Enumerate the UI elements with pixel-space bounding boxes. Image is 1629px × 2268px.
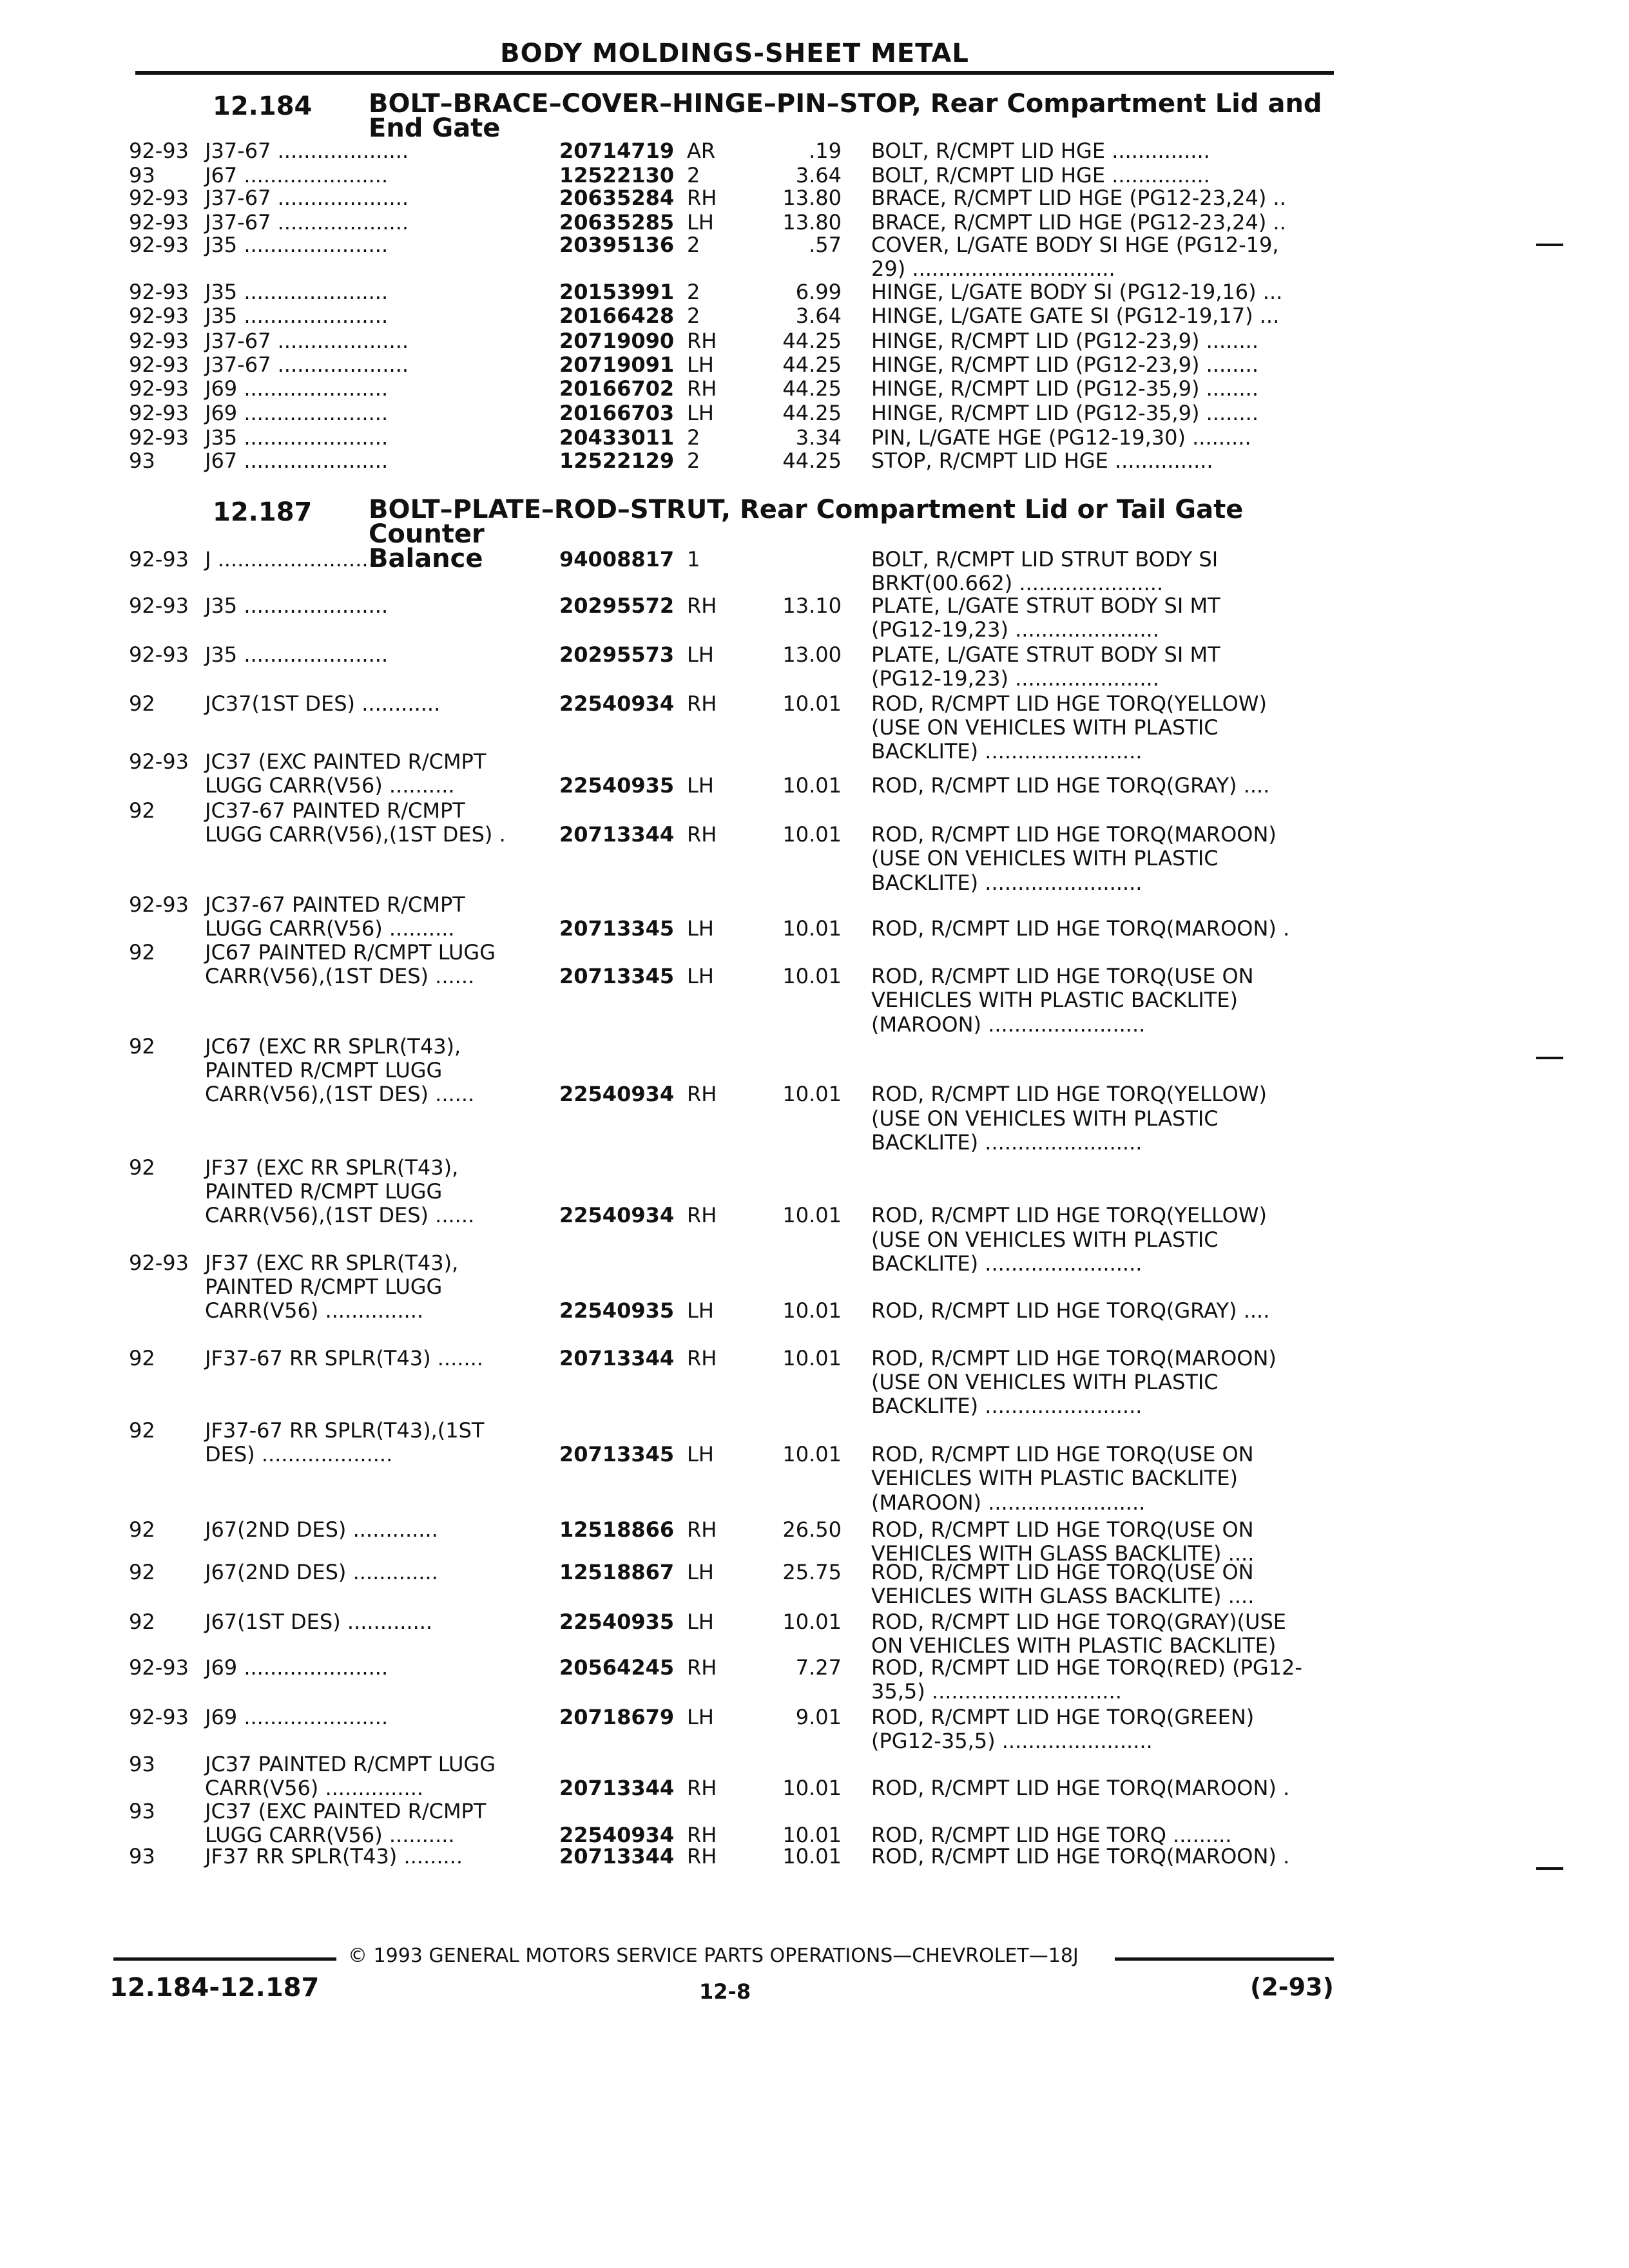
quantity: RH (687, 822, 717, 847)
table-row (0, 164, 1629, 187)
model-year: 92-93 (129, 1251, 189, 1275)
model-year: 92-93 (129, 593, 189, 618)
part-description: ROD, R/CMPT LID HGE TORQ(GRAY) .... (871, 1298, 1270, 1323)
price: 10.01 (782, 822, 842, 847)
part-number: 20713344 (559, 1776, 675, 1801)
group-title-line: Balance (369, 544, 483, 573)
price: 10.01 (782, 1442, 842, 1467)
price: 10.01 (782, 1610, 842, 1634)
table-row (0, 1419, 1629, 1515)
table-row (0, 1845, 1629, 1869)
table-row (0, 1753, 1629, 1800)
price: 44.25 (782, 376, 842, 401)
part-description: ROD, R/CMPT LID HGE TORQ(GREEN) (871, 1705, 1255, 1729)
quantity: LH (687, 964, 714, 989)
table-row (0, 233, 1629, 281)
part-description: BRKT(00.662) ...................... (871, 571, 1164, 596)
model-year: 92-93 (129, 329, 189, 353)
price: 44.25 (782, 448, 842, 473)
model-year: 92-93 (129, 749, 189, 774)
model-code: J ......................... (205, 547, 381, 572)
quantity: 2 (687, 303, 700, 328)
model-year: 93 (129, 1844, 155, 1869)
table-row (0, 643, 1629, 691)
margin-mark (1536, 1057, 1563, 1059)
model-code: PAINTED R/CMPT LUGG (205, 1274, 443, 1300)
model-year: 92-93 (129, 1705, 189, 1729)
part-number: 20395136 (559, 233, 675, 257)
table-row (0, 750, 1629, 798)
group-title-line: BOLT–PLATE–ROD–STRUT, Rear Compartment Lid or Tail Gate Counter (369, 495, 1244, 549)
quantity: 2 (687, 163, 700, 187)
quantity: LH (687, 1442, 714, 1467)
model-code: JC67 (EXC RR SPLR(T43), (205, 1034, 461, 1059)
model-code: J69 ...................... (205, 1655, 389, 1680)
part-description: ROD, R/CMPT LID HGE TORQ(USE ON (871, 1517, 1254, 1542)
part-description: ROD, R/CMPT LID HGE TORQ(USE ON (871, 1560, 1254, 1584)
model-year: 92 (129, 1155, 155, 1180)
price: 3.64 (795, 163, 842, 187)
model-year: 92 (129, 798, 155, 823)
part-number: 20713345 (559, 1442, 675, 1467)
part-number: 22540934 (559, 1203, 675, 1228)
part-description: PIN, L/GATE HGE (PG12-19,30) ......... (871, 425, 1251, 450)
table-row (0, 1656, 1629, 1704)
part-description: ROD, R/CMPT LID HGE TORQ(GRAY)(USE (871, 1610, 1286, 1634)
model-year: 92-93 (129, 376, 189, 401)
part-description: HINGE, L/GATE GATE SI (PG12-19,17) ... (871, 303, 1280, 328)
model-year: 92-93 (129, 892, 189, 917)
quantity: LH (687, 1610, 714, 1634)
group-number: 12.187 (213, 497, 313, 527)
part-description: (PG12-19,23) ...................... (871, 666, 1159, 691)
model-year: 92-93 (129, 280, 189, 304)
part-description: ROD, R/CMPT LID HGE TORQ(USE ON (871, 964, 1254, 989)
table-row (0, 401, 1629, 425)
part-description: ON VEHICLES WITH PLASTIC BACKLITE) (871, 1633, 1277, 1658)
quantity: RH (687, 376, 717, 401)
part-description: ROD, R/CMPT LID HGE TORQ(YELLOW) (871, 1203, 1267, 1228)
model-code: J67(2ND DES) ............. (205, 1560, 438, 1584)
part-number: 12518867 (559, 1560, 675, 1584)
part-description: BACKLITE) ........................ (871, 1251, 1142, 1276)
table-row (0, 353, 1629, 377)
margin-mark (1536, 1867, 1563, 1870)
header-rule (135, 71, 1334, 75)
table-row (0, 426, 1629, 450)
page-title: BODY MOLDINGS-SHEET METAL (500, 39, 969, 68)
price: 44.25 (782, 352, 842, 377)
part-number: 20166702 (559, 376, 675, 401)
quantity: 1 (687, 547, 700, 572)
price: 13.00 (782, 642, 842, 667)
part-description: (MAROON) ........................ (871, 1012, 1146, 1037)
part-number: 20718679 (559, 1705, 675, 1729)
part-description: 29) ............................... (871, 256, 1115, 282)
quantity: 2 (687, 448, 700, 473)
model-year: 92 (129, 1346, 155, 1370)
part-description: (USE ON VEHICLES WITH PLASTIC (871, 1227, 1219, 1252)
table-row (0, 1347, 1629, 1419)
model-code: CARR(V56),(1ST DES) ...... (205, 1203, 475, 1228)
part-description: BOLT, R/CMPT LID HGE ............... (871, 163, 1210, 187)
part-description: STOP, R/CMPT LID HGE ............... (871, 448, 1213, 473)
model-code: PAINTED R/CMPT LUGG (205, 1179, 443, 1204)
part-number: 22540935 (559, 1610, 675, 1634)
price: .19 (809, 139, 842, 163)
table-row (0, 1610, 1629, 1658)
model-year: 92-93 (129, 1655, 189, 1680)
part-description: PLATE, L/GATE STRUT BODY SI MT (871, 642, 1220, 667)
part-description: ROD, R/CMPT LID HGE TORQ(MAROON) . (871, 1844, 1290, 1869)
group-number: 12.184 (213, 91, 313, 121)
part-description: ROD, R/CMPT LID HGE TORQ(MAROON) . (871, 916, 1290, 941)
price: 44.25 (782, 401, 842, 425)
part-description: (USE ON VEHICLES WITH PLASTIC (871, 1106, 1219, 1131)
part-number: 20713344 (559, 822, 675, 847)
model-year: 92 (129, 1517, 155, 1542)
part-description: ROD, R/CMPT LID HGE TORQ(MAROON) . (871, 1776, 1290, 1801)
quantity: 2 (687, 233, 700, 257)
part-number: 22540935 (559, 1298, 675, 1323)
model-code: J35 ...................... (205, 233, 389, 257)
quantity: RH (687, 1346, 717, 1370)
price: 10.01 (782, 964, 842, 989)
model-code: JC37-67 PAINTED R/CMPT (205, 892, 465, 917)
table-row (0, 941, 1629, 1037)
table-row (0, 329, 1629, 353)
model-code: LUGG CARR(V56),(1ST DES) . (205, 822, 506, 847)
part-description: HINGE, R/CMPT LID (PG12-23,9) ........ (871, 352, 1258, 377)
price: 10.01 (782, 1203, 842, 1228)
model-year: 93 (129, 1799, 155, 1823)
model-year: 92-93 (129, 425, 189, 450)
price: 13.80 (782, 186, 842, 210)
part-description: HINGE, R/CMPT LID (PG12-35,9) ........ (871, 401, 1258, 425)
price: 10.01 (782, 916, 842, 941)
footer-rule (1115, 1957, 1334, 1961)
model-year: 92 (129, 940, 155, 965)
model-code: J69 ...................... (205, 401, 389, 425)
part-number: 20719091 (559, 352, 675, 377)
part-description: BACKLITE) ........................ (871, 1129, 1142, 1155)
part-description: PLATE, L/GATE STRUT BODY SI MT (871, 593, 1220, 618)
table-row (0, 211, 1629, 235)
part-number: 12522129 (559, 448, 675, 473)
part-number: 12518866 (559, 1517, 675, 1542)
margin-mark (1536, 244, 1563, 246)
model-code: CARR(V56) ............... (205, 1776, 424, 1801)
model-code: DES) .................... (205, 1442, 393, 1467)
model-code: PAINTED R/CMPT LUGG (205, 1058, 443, 1083)
model-code: JC37-67 PAINTED R/CMPT (205, 798, 465, 823)
model-year: 92-93 (129, 352, 189, 377)
table-row (0, 893, 1629, 941)
part-description: ROD, R/CMPT LID HGE TORQ(YELLOW) (871, 1082, 1267, 1107)
model-code: JF37-67 RR SPLR(T43),(1ST (205, 1418, 485, 1443)
quantity: LH (687, 1705, 714, 1729)
price: 10.01 (782, 1823, 842, 1848)
quantity: LH (687, 352, 714, 377)
table-row (0, 799, 1629, 895)
table-row (0, 449, 1629, 473)
model-code: J67(2ND DES) ............. (205, 1517, 438, 1542)
quantity: RH (687, 1776, 717, 1801)
part-description: HINGE, R/CMPT LID (PG12-35,9) ........ (871, 376, 1258, 401)
part-number: 20714719 (559, 139, 675, 163)
quantity: RH (687, 1082, 717, 1107)
price: 10.01 (782, 1776, 842, 1801)
footer-page-number: 12-8 (699, 1979, 751, 2004)
table-row (0, 1251, 1629, 1323)
model-year: 92 (129, 691, 155, 716)
price: 3.64 (795, 303, 842, 328)
part-description: ROD, R/CMPT LID HGE TORQ ......... (871, 1823, 1232, 1848)
quantity: LH (687, 401, 714, 425)
part-description: BRACE, R/CMPT LID HGE (PG12-23,24) .. (871, 186, 1286, 210)
footer-copyright: © 1993 GENERAL MOTORS SERVICE PARTS OPERATIONS—CHEVROLET—18J (348, 1945, 1079, 1967)
quantity: RH (687, 1655, 717, 1680)
part-description: (PG12-19,23) ...................... (871, 617, 1159, 642)
part-description: HINGE, L/GATE BODY SI (PG12-19,16) ... (871, 280, 1283, 304)
part-description: COVER, L/GATE BODY SI HGE (PG12-19, (871, 233, 1279, 257)
quantity: LH (687, 1298, 714, 1323)
part-description: ROD, R/CMPT LID HGE TORQ(GRAY) .... (871, 773, 1270, 798)
model-year: 92-93 (129, 547, 189, 572)
part-description: ROD, R/CMPT LID HGE TORQ(MAROON) (871, 822, 1277, 847)
quantity: AR (687, 139, 716, 163)
model-code: JC67 PAINTED R/CMPT LUGG (205, 940, 496, 965)
part-description: ROD, R/CMPT LID HGE TORQ(MAROON) (871, 1346, 1277, 1370)
model-code: J35 ...................... (205, 280, 389, 304)
part-description: BRACE, R/CMPT LID HGE (PG12-23,24) .. (871, 210, 1286, 235)
group-title (369, 89, 1335, 143)
footer-revision: (2-93) (1250, 1973, 1334, 2001)
part-description: BOLT, R/CMPT LID HGE ............... (871, 139, 1210, 163)
part-number: 20564245 (559, 1655, 675, 1680)
model-year: 92 (129, 1610, 155, 1634)
part-number: 20635284 (559, 186, 675, 210)
price: .57 (809, 233, 842, 257)
price: 3.34 (795, 425, 842, 450)
model-code: JF37 RR SPLR(T43) ......... (205, 1844, 463, 1869)
part-number: 20153991 (559, 280, 675, 304)
quantity: RH (687, 593, 717, 618)
quantity: LH (687, 916, 714, 941)
model-code: CARR(V56),(1ST DES) ...... (205, 1082, 475, 1107)
quantity: LH (687, 773, 714, 798)
model-code: J67(1ST DES) ............. (205, 1610, 433, 1634)
part-number: 22540934 (559, 691, 675, 716)
model-code: J35 ...................... (205, 425, 389, 450)
part-description: VEHICLES WITH PLASTIC BACKLITE) (871, 1466, 1239, 1491)
table-row (0, 1561, 1629, 1608)
model-year: 92-93 (129, 303, 189, 328)
part-description: VEHICLES WITH GLASS BACKLITE) .... (871, 1584, 1255, 1609)
part-description: 35,5) ............................. (871, 1679, 1122, 1704)
model-year: 92-93 (129, 233, 189, 257)
part-description: ROD, R/CMPT LID HGE TORQ(USE ON (871, 1442, 1254, 1467)
part-description: BOLT, R/CMPT LID STRUT BODY SI (871, 547, 1219, 572)
quantity: RH (687, 186, 717, 210)
table-row (0, 186, 1629, 210)
part-number: 20295573 (559, 642, 675, 667)
model-code: JF37 (EXC RR SPLR(T43), (205, 1155, 459, 1180)
model-code: JF37 (EXC RR SPLR(T43), (205, 1251, 459, 1275)
model-code: J67 ...................... (205, 163, 389, 187)
price: 13.80 (782, 210, 842, 235)
table-row (0, 139, 1629, 163)
model-year: 92-93 (129, 139, 189, 163)
model-code: J35 ...................... (205, 593, 389, 618)
part-description: ROD, R/CMPT LID HGE TORQ(YELLOW) (871, 691, 1267, 716)
part-number: 20713344 (559, 1346, 675, 1370)
model-code: J37-67 .................... (205, 186, 409, 210)
table-row (0, 1035, 1629, 1155)
group-title-line: End Gate (369, 113, 501, 143)
part-number: 22540934 (559, 1082, 675, 1107)
table-row (0, 544, 1629, 596)
price: 9.01 (795, 1705, 842, 1729)
part-description: HINGE, R/CMPT LID (PG12-23,9) ........ (871, 329, 1258, 353)
table-row (0, 594, 1629, 642)
model-year: 92-93 (129, 401, 189, 425)
part-number: 20295572 (559, 593, 675, 618)
table-row (0, 377, 1629, 401)
part-number: 20719090 (559, 329, 675, 353)
model-code: CARR(V56) ............... (205, 1298, 424, 1323)
model-year: 92-93 (129, 642, 189, 667)
model-code: J69 ...................... (205, 1705, 389, 1729)
quantity: RH (687, 691, 717, 716)
model-code: J37-67 .................... (205, 329, 409, 353)
table-row (0, 1518, 1629, 1566)
model-year: 93 (129, 448, 155, 473)
price: 10.01 (782, 1298, 842, 1323)
footer-section-range: 12.184-12.187 (110, 1973, 320, 2003)
table-row (0, 1706, 1629, 1753)
model-code: J37-67 .................... (205, 352, 409, 377)
price: 10.01 (782, 1844, 842, 1869)
model-year: 92-93 (129, 210, 189, 235)
model-code: LUGG CARR(V56) .......... (205, 773, 455, 798)
part-number: 20166428 (559, 303, 675, 328)
model-code: JC37 PAINTED R/CMPT LUGG (205, 1752, 496, 1776)
model-code: JC37 (EXC PAINTED R/CMPT (205, 749, 487, 774)
part-number: 22540935 (559, 773, 675, 798)
part-number: 20713345 (559, 964, 675, 989)
model-code: J35 ...................... (205, 642, 389, 667)
part-number: 20433011 (559, 425, 675, 450)
table-row (0, 1800, 1629, 1847)
part-description: (USE ON VEHICLES WITH PLASTIC (871, 846, 1219, 871)
price: 6.99 (795, 280, 842, 304)
model-code: JC37 (EXC PAINTED R/CMPT (205, 1799, 487, 1823)
model-code: J35 ...................... (205, 303, 389, 328)
model-year: 92 (129, 1560, 155, 1584)
part-number: 94008817 (559, 547, 675, 572)
model-code: LUGG CARR(V56) .......... (205, 916, 455, 941)
quantity: LH (687, 210, 714, 235)
model-year: 93 (129, 163, 155, 187)
model-year: 92 (129, 1034, 155, 1059)
model-year: 92 (129, 1418, 155, 1443)
price: 7.27 (795, 1655, 842, 1680)
quantity: RH (687, 1844, 717, 1869)
price: 10.01 (782, 773, 842, 798)
quantity: RH (687, 1517, 717, 1542)
quantity: 2 (687, 425, 700, 450)
quantity: 2 (687, 280, 700, 304)
price: 26.50 (782, 1517, 842, 1542)
model-code: CARR(V56),(1ST DES) ...... (205, 964, 475, 989)
table-row (0, 280, 1629, 304)
part-description: (MAROON) ........................ (871, 1490, 1146, 1515)
model-code: J37-67 .................... (205, 210, 409, 235)
part-description: VEHICLES WITH GLASS BACKLITE) .... (871, 1541, 1255, 1566)
quantity: RH (687, 329, 717, 353)
part-description: ROD, R/CMPT LID HGE TORQ(RED) (PG12- (871, 1655, 1302, 1680)
model-code: JF37-67 RR SPLR(T43) ....... (205, 1346, 483, 1370)
quantity: RH (687, 1823, 717, 1848)
part-number: 22540934 (559, 1823, 675, 1848)
price: 25.75 (782, 1560, 842, 1584)
part-number: 12522130 (559, 163, 675, 187)
part-description: BACKLITE) ........................ (871, 870, 1142, 895)
model-code: J67 ...................... (205, 448, 389, 473)
model-code: JC37(1ST DES) ............ (205, 691, 441, 716)
model-year: 93 (129, 1752, 155, 1776)
part-description: (USE ON VEHICLES WITH PLASTIC (871, 715, 1219, 740)
quantity: LH (687, 642, 714, 667)
part-description: (PG12-35,5) ....................... (871, 1729, 1153, 1754)
model-code: LUGG CARR(V56) .......... (205, 1823, 455, 1848)
quantity: LH (687, 1560, 714, 1584)
part-description: (USE ON VEHICLES WITH PLASTIC (871, 1370, 1219, 1395)
table-row (0, 304, 1629, 328)
footer-rule (113, 1957, 336, 1961)
part-description: BACKLITE) ........................ (871, 1394, 1142, 1419)
quantity: RH (687, 1203, 717, 1228)
price: 13.10 (782, 593, 842, 618)
price: 44.25 (782, 329, 842, 353)
model-year: 92-93 (129, 186, 189, 210)
group-title-line: BOLT–BRACE–COVER–HINGE–PIN–STOP, Rear Compartment Lid and (369, 89, 1322, 119)
price: 10.01 (782, 1346, 842, 1370)
price: 10.01 (782, 1082, 842, 1107)
part-number: 20166703 (559, 401, 675, 425)
part-number: 20713345 (559, 916, 675, 941)
model-code: J69 ...................... (205, 376, 389, 401)
part-number: 20713344 (559, 1844, 675, 1869)
price: 10.01 (782, 691, 842, 716)
part-number: 20635285 (559, 210, 675, 235)
model-code: J37-67 .................... (205, 139, 409, 163)
part-description: BACKLITE) ........................ (871, 739, 1142, 764)
part-description: VEHICLES WITH PLASTIC BACKLITE) (871, 988, 1239, 1013)
